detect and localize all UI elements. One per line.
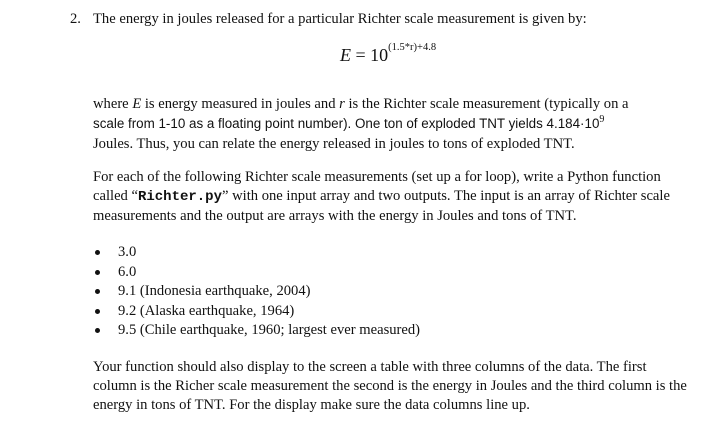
list-item-text: 9.1 (Indonesia earthquake, 2004) — [118, 283, 311, 299]
formula-lhs: E — [340, 45, 351, 65]
bullet-icon — [95, 250, 100, 255]
exponent-superscript: 9 — [599, 114, 605, 125]
list-item — [93, 263, 420, 283]
question-number: 2. — [70, 11, 81, 27]
bullet-icon — [95, 309, 100, 314]
list-item-text: 9.2 (Alaska earthquake, 1964) — [118, 302, 295, 319]
list-item — [93, 243, 420, 263]
function-name-code: Richter.py — [137, 189, 222, 205]
list-item-text: 6.0 — [118, 263, 137, 280]
instructions-paragraph — [93, 168, 693, 226]
list-item — [93, 321, 420, 341]
bullet-icon — [95, 270, 100, 275]
display-requirements-paragraph: Your function should also display to the screen a table with three columns of the data. The first column is the Richer scale measurement the second is the energy in Joules and the third column is the energy in tons of TNT. For the display make sure the data columns line up. — [93, 359, 687, 413]
tnt-conversion-text: scale from 1-10 as a floating point number). One ton of exploded TNT yields 4.184·10 — [93, 116, 600, 131]
text-span: For each of the following Richter scale measurements (set up a for loop), write a Python function called “ — [93, 169, 661, 204]
text-span: ” with one input array and two outputs. The input is an array of Richter scale measurements and the output are arrays with the energy in Joules and tons of TNT. — [93, 188, 670, 224]
question-intro: The energy in joules released for a particular Richter scale measurement is given by: — [93, 11, 587, 27]
text-span: is energy measured in joules and — [141, 96, 340, 112]
list-item — [93, 282, 420, 302]
list-item — [93, 302, 420, 322]
list-item-text: 3.0 — [118, 244, 137, 260]
bullet-icon — [95, 328, 100, 333]
text-span: where — [93, 96, 133, 112]
variable-e: E — [132, 96, 142, 112]
formula-base: = 10 — [351, 45, 389, 65]
richter-values-list — [93, 243, 420, 341]
formula-exponent: (1.5*r)+4.8 — [388, 42, 437, 53]
definition-paragraph — [93, 95, 693, 154]
energy-formula — [340, 42, 437, 65]
list-item-text: 9.5 (Chile earthquake, 1960; largest ever measured) — [118, 322, 421, 338]
text-span: Joules. Thus, you can relate the energy released in joules to tons of exploded TNT. — [93, 136, 575, 152]
variable-r: r — [339, 96, 345, 112]
bullet-icon — [95, 289, 100, 294]
text-span: is the Richter scale measurement (typically on a — [344, 96, 629, 112]
